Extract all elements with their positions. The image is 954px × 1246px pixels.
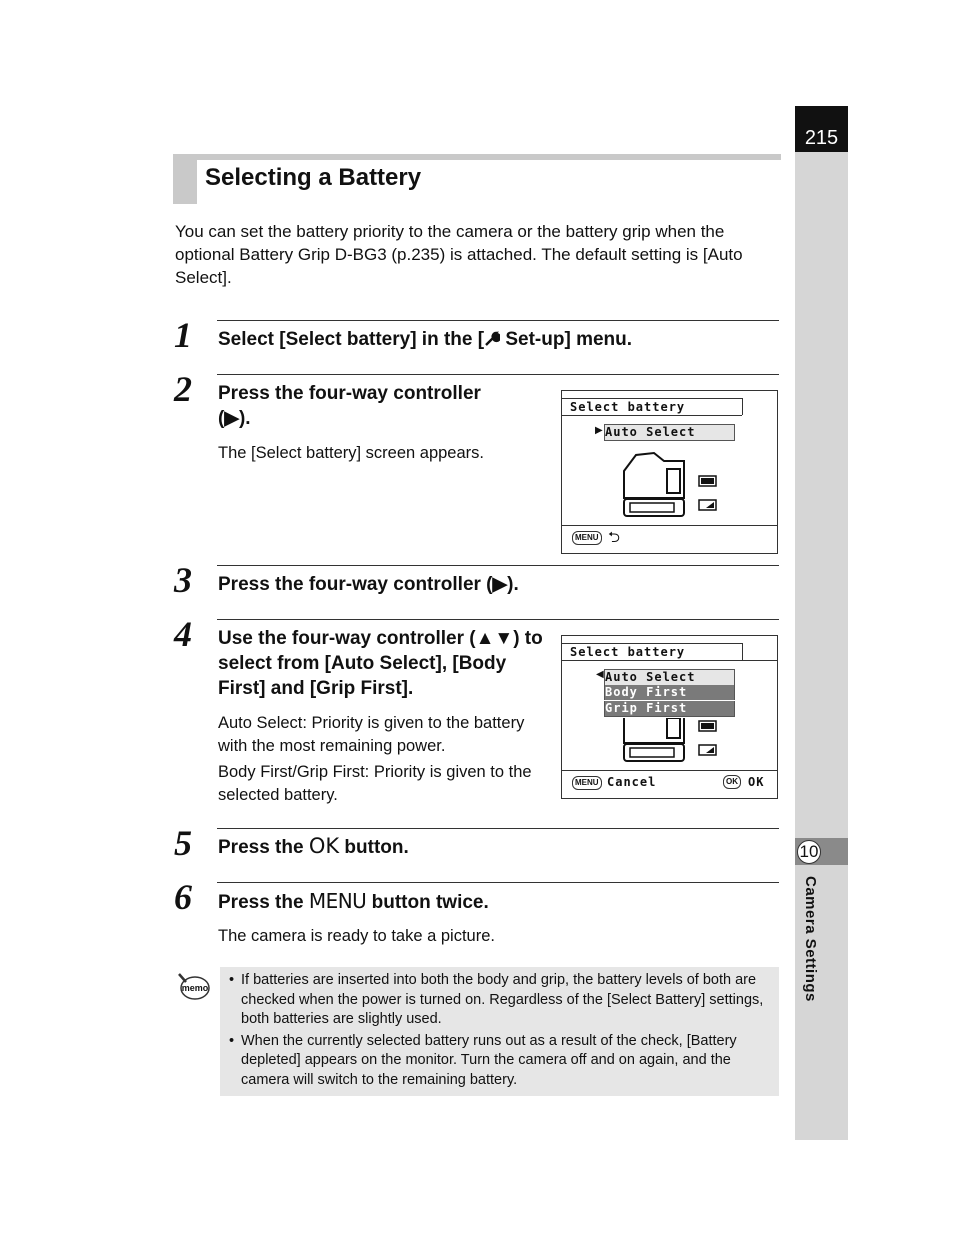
screen-tab-line [562, 415, 742, 416]
menu-option-selected[interactable]: Auto Select [604, 424, 735, 441]
memo-list [229, 971, 771, 1092]
step-5-heading-post: button. [339, 837, 409, 858]
step-2-text: The [Select battery] screen appears. [218, 444, 484, 462]
triangle-left-icon: ◀ [596, 669, 604, 680]
screen-tab-top [562, 398, 742, 399]
memo-item: • When the currently selected battery runs out as a result of the check, [Battery depleted] appears on the monitor. Turn the camera off and on again, and the camera will switch to the remaining battery. [229, 1032, 771, 1091]
memo-icon [176, 972, 210, 1000]
ok-key-icon: OK [308, 834, 340, 858]
title-bar-accent [173, 154, 197, 204]
step-divider [217, 619, 779, 620]
step-number: 3 [174, 560, 192, 600]
step-5-heading [218, 834, 409, 860]
section-title: Selecting a Battery [205, 164, 422, 191]
page-number: 215 [795, 106, 848, 152]
back-arrow-icon[interactable]: ⮌ [608, 529, 621, 546]
step-1-heading-pre: Select [Select battery] in the [ [218, 329, 485, 350]
ok-label[interactable]: OK [748, 775, 765, 789]
ok-button-chip[interactable]: OK [723, 775, 741, 789]
step-number: 4 [174, 614, 192, 654]
screen-tab-edge [742, 643, 743, 660]
screen-footer-divider [562, 770, 777, 771]
step-2-heading: Press the four-way controller (▶). [218, 383, 481, 429]
step-1-heading-post: Set-up] menu. [500, 329, 633, 350]
screen-tab-edge [742, 398, 743, 415]
step-4-text-body-grip: Body First/Grip First: Priority is given to the selected battery. [218, 763, 532, 804]
step-number: 2 [174, 369, 192, 409]
menu-option-grip-first[interactable]: Grip First [604, 701, 735, 717]
step-6-heading-pre: Press the [218, 892, 309, 913]
screen-title: Select battery [570, 400, 686, 414]
step-6-text: The camera is ready to take a picture. [218, 927, 495, 945]
cancel-label[interactable]: Cancel [607, 775, 657, 789]
step-1-heading [218, 327, 632, 352]
step-divider [217, 374, 779, 375]
wrench-icon [484, 331, 500, 347]
step-number: 6 [174, 877, 192, 917]
lcd-screen-select-battery-options [561, 635, 778, 799]
title-bar [173, 154, 781, 160]
menu-button-chip[interactable]: MENU [572, 531, 602, 545]
step-3-heading: Press the four-way controller (▶). [218, 574, 519, 595]
intro-paragraph: You can set the battery priority to the camera or the battery grip when the optional Battery Grip D-BG3 (p.235) is attached. The default setting is [Auto Select]. [175, 222, 743, 287]
camera-battery-icon [622, 451, 722, 519]
step-4-text-auto: Auto Select: Priority is given to the battery with the most remaining power. [218, 714, 525, 755]
memo-icon-label: memo [181, 983, 209, 993]
step-divider [217, 882, 779, 883]
step-divider [217, 828, 779, 829]
menu-option-auto-select[interactable]: Auto Select [604, 669, 735, 686]
chapter-number: 10 [797, 840, 821, 864]
step-divider [217, 565, 779, 566]
chapter-label: Camera Settings [802, 876, 819, 1002]
step-number: 1 [174, 315, 192, 355]
step-4-heading: Use the four-way controller (▲▼) to select from [Auto Select], [Body First] and [Grip First]. [218, 628, 543, 699]
step-divider [217, 320, 779, 321]
memo-item: • If batteries are inserted into both the body and grip, the battery levels of both are checked when the power is turned on. Regardless of the [Select Battery] settings, both batteries are slightly used. [229, 971, 771, 1030]
screen-footer-divider [562, 525, 777, 526]
step-6-heading-post: button twice. [366, 892, 489, 913]
lcd-screen-select-battery [561, 390, 778, 554]
menu-button-chip[interactable]: MENU [572, 776, 602, 790]
menu-option-body-first[interactable]: Body First [604, 685, 735, 700]
camera-battery-icon [622, 718, 722, 764]
menu-key-icon: MENU [308, 889, 367, 913]
step-number: 5 [174, 823, 192, 863]
step-5-heading-pre: Press the [218, 837, 309, 858]
screen-tab-top [562, 643, 742, 644]
screen-title: Select battery [570, 645, 686, 659]
triangle-right-icon: ▶ [595, 425, 603, 436]
step-6-heading [218, 889, 489, 915]
screen-tab-line [562, 660, 777, 661]
